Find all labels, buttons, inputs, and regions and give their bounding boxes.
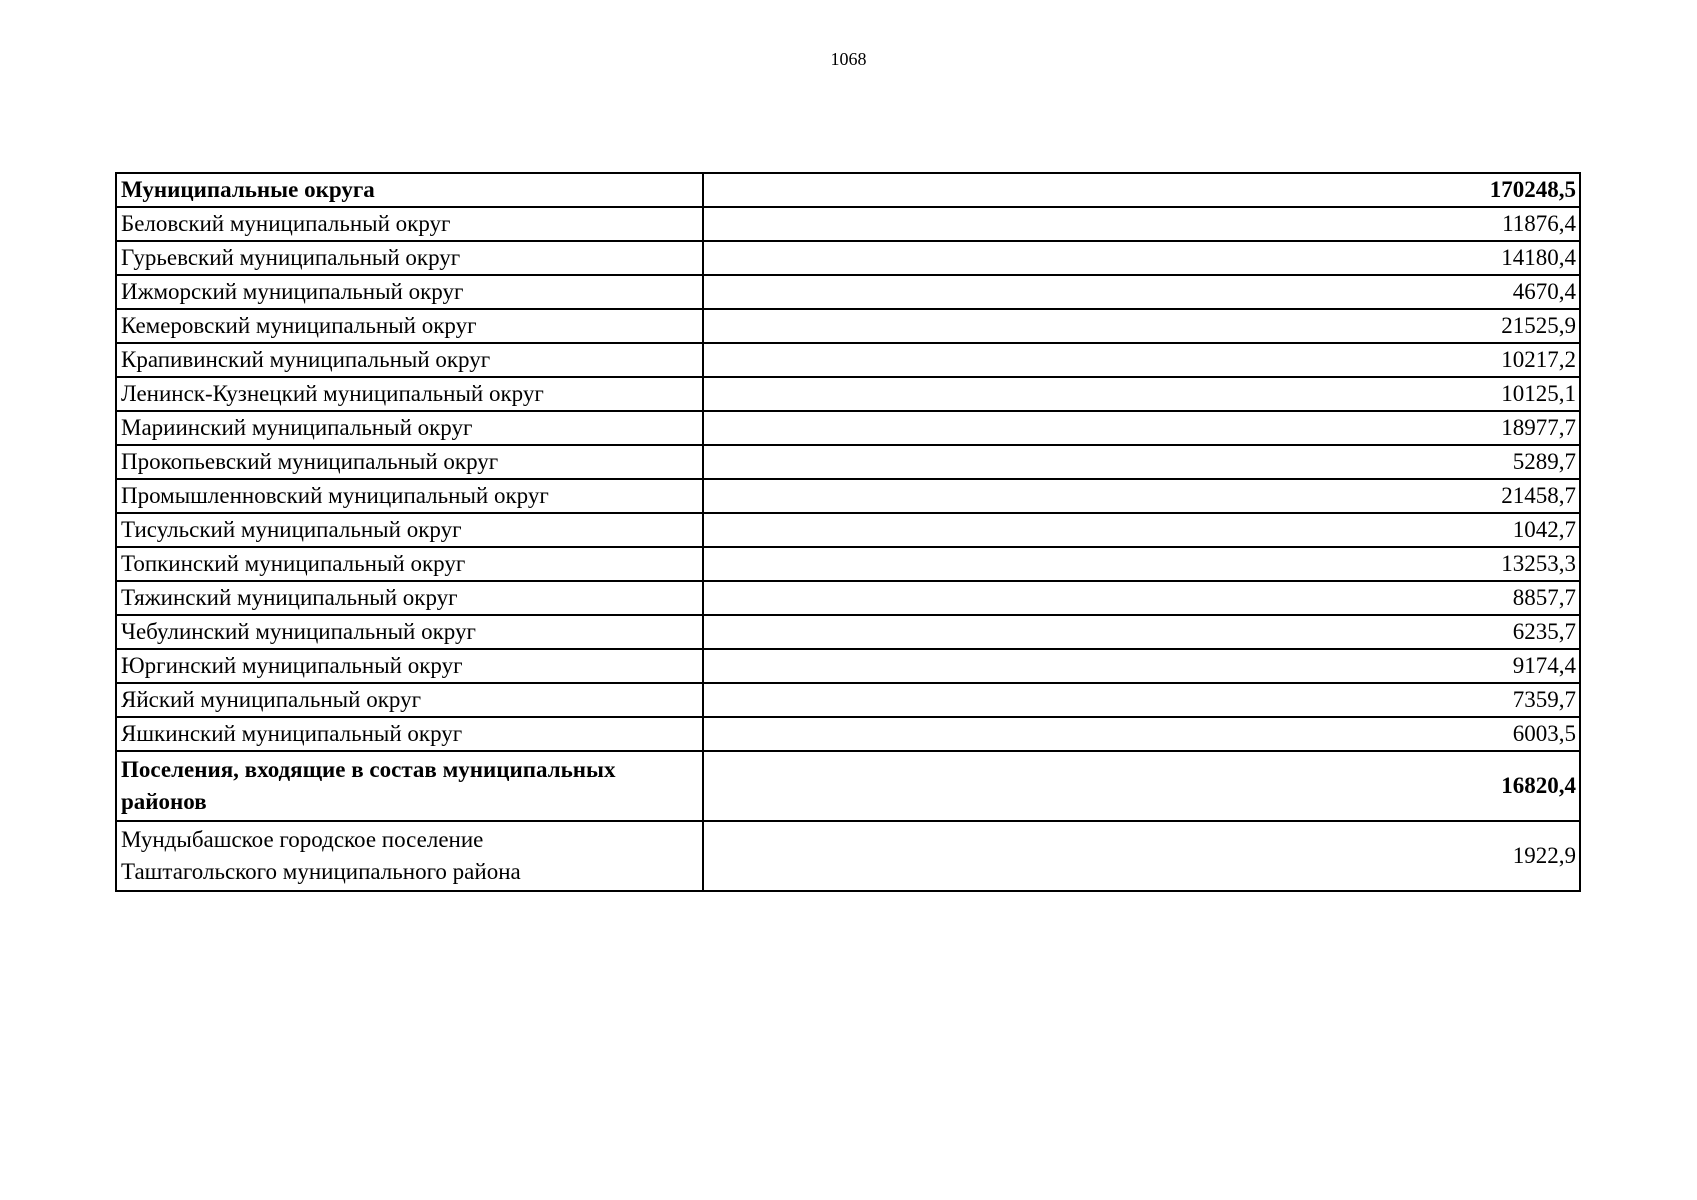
row-name: Кемеровский муниципальный округ	[116, 309, 703, 343]
table-row	[116, 683, 1580, 717]
table-row	[116, 241, 1580, 275]
table-row	[116, 649, 1580, 683]
table-row	[116, 309, 1580, 343]
row-value: 21525,9	[703, 309, 1580, 343]
table-row	[116, 547, 1580, 581]
table-row	[116, 377, 1580, 411]
row-name: Чебулинский муниципальный округ	[116, 615, 703, 649]
row-value: 16820,4	[703, 751, 1580, 821]
row-name: Тисульский муниципальный округ	[116, 513, 703, 547]
row-name: Ижморский муниципальный округ	[116, 275, 703, 309]
table-row	[116, 411, 1580, 445]
row-value: 1922,9	[703, 821, 1580, 891]
row-value: 18977,7	[703, 411, 1580, 445]
row-name-line: Мундыбашское городское поселение	[121, 827, 484, 852]
row-name: Ленинск-Кузнецкий муниципальный округ	[116, 377, 703, 411]
row-name	[116, 821, 703, 891]
row-name: Яйский муниципальный округ	[116, 683, 703, 717]
row-name: Крапивинский муниципальный округ	[116, 343, 703, 377]
row-name: Прокопьевский муниципальный округ	[116, 445, 703, 479]
table-row	[116, 717, 1580, 751]
table-row	[116, 615, 1580, 649]
table-row	[116, 513, 1580, 547]
row-name-line: Таштагольского муниципального района	[121, 859, 521, 884]
table-row	[116, 445, 1580, 479]
row-value: 1042,7	[703, 513, 1580, 547]
row-name: Беловский муниципальный округ	[116, 207, 703, 241]
budget-table	[115, 172, 1581, 892]
row-name: Промышленновский муниципальный округ	[116, 479, 703, 513]
row-value: 8857,7	[703, 581, 1580, 615]
row-name: Яшкинский муниципальный округ	[116, 717, 703, 751]
row-value: 6235,7	[703, 615, 1580, 649]
row-value: 4670,4	[703, 275, 1580, 309]
row-name: Мариинский муниципальный округ	[116, 411, 703, 445]
table-row	[116, 207, 1580, 241]
row-value: 21458,7	[703, 479, 1580, 513]
row-name	[116, 751, 703, 821]
table-row	[116, 343, 1580, 377]
row-value: 14180,4	[703, 241, 1580, 275]
table-row	[116, 821, 1580, 891]
page-number: 1068	[830, 49, 867, 69]
row-name: Муниципальные округа	[116, 173, 703, 207]
row-name-line: районов	[121, 789, 207, 814]
row-value: 11876,4	[703, 207, 1580, 241]
table-row-section	[116, 751, 1580, 821]
row-name: Топкинский муниципальный округ	[116, 547, 703, 581]
table-row	[116, 479, 1580, 513]
table-row-section	[116, 173, 1580, 207]
row-value: 13253,3	[703, 547, 1580, 581]
table-row	[116, 275, 1580, 309]
table-row	[116, 581, 1580, 615]
row-value: 10217,2	[703, 343, 1580, 377]
row-value: 7359,7	[703, 683, 1580, 717]
row-value: 170248,5	[703, 173, 1580, 207]
row-name-line: Поселения, входящие в состав муниципальных	[121, 757, 616, 782]
row-name: Гурьевский муниципальный округ	[116, 241, 703, 275]
row-value: 5289,7	[703, 445, 1580, 479]
row-value: 9174,4	[703, 649, 1580, 683]
row-name: Тяжинский муниципальный округ	[116, 581, 703, 615]
row-value: 10125,1	[703, 377, 1580, 411]
row-name: Юргинский муниципальный округ	[116, 649, 703, 683]
row-value: 6003,5	[703, 717, 1580, 751]
